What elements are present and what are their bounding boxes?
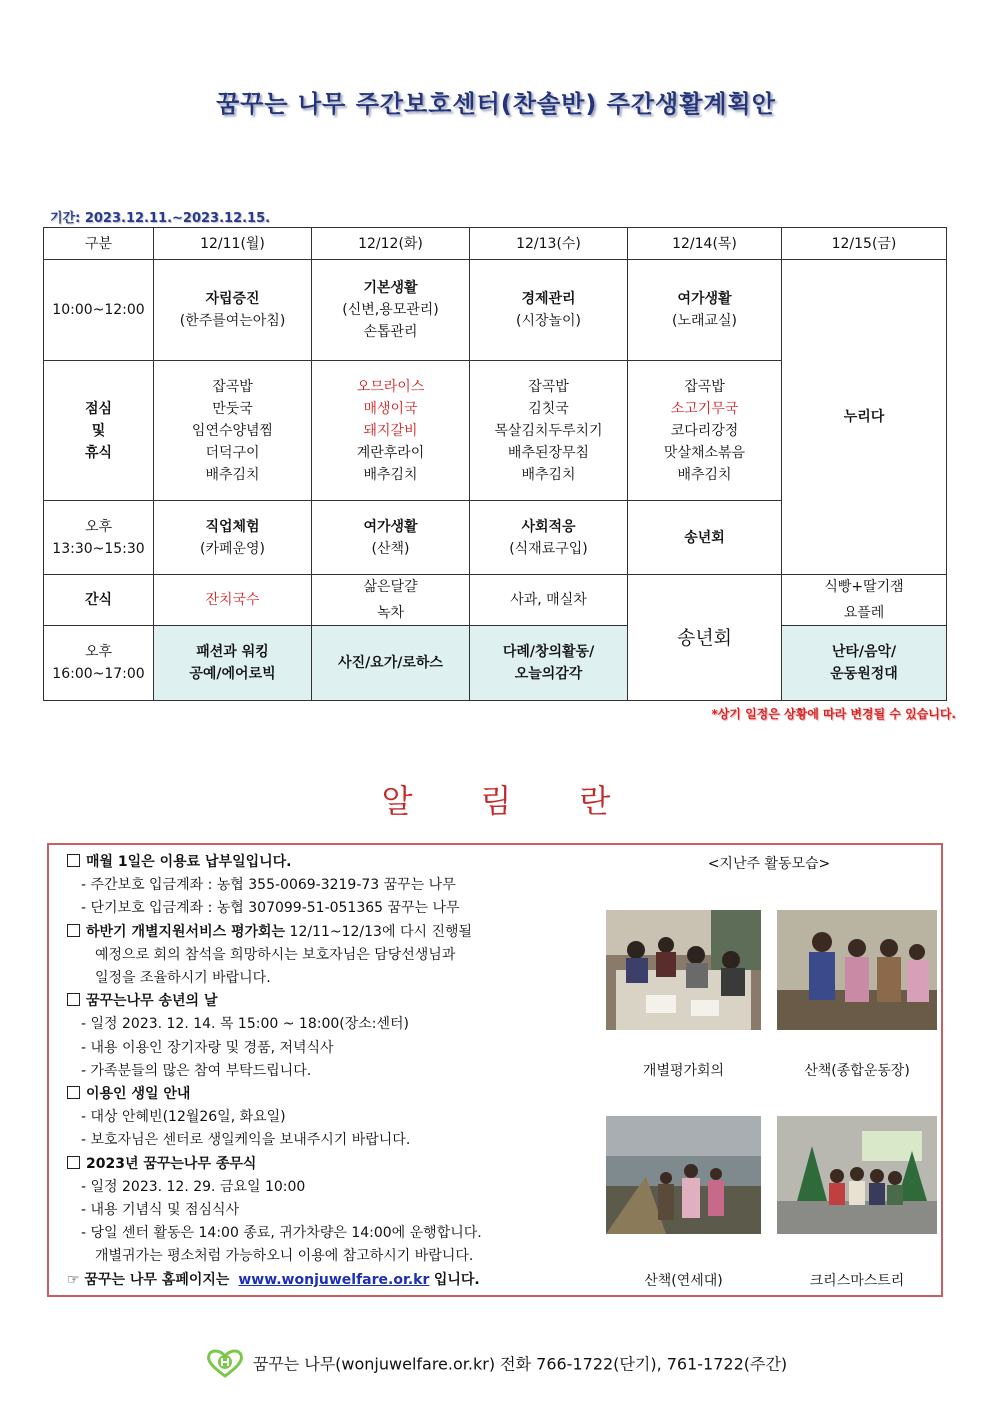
heart-logo-icon bbox=[205, 1348, 245, 1382]
cell-tue-pm2: 사진/요가/로하스 bbox=[312, 626, 470, 701]
snack-label: 간식 bbox=[44, 575, 154, 626]
snack-tue: 삶은달걀 녹차 bbox=[312, 575, 470, 626]
header-cell: 12/11(월) bbox=[154, 228, 312, 260]
afternoon2-row bbox=[44, 626, 947, 701]
photo-walk-yonsei bbox=[606, 1116, 761, 1234]
cell-wed-pm2: 다례/창의활동/ 오늘의감각 bbox=[470, 626, 628, 701]
header-cell: 12/14(목) bbox=[628, 228, 782, 260]
caption-evaluation: 개별평가회의 bbox=[642, 1063, 725, 1079]
footer bbox=[0, 1348, 992, 1382]
time-label: 오후 16:00~17:00 bbox=[44, 626, 154, 701]
schedule-note: *상기 일정은 상황에 따라 변경될 수 있습니다. bbox=[711, 707, 956, 721]
checkbox-icon bbox=[67, 993, 80, 1006]
cell-thu-pm1: 송년회 bbox=[628, 501, 782, 575]
cell-thu-am: 여가생활 (노래교실) bbox=[628, 260, 782, 361]
notice-line: - 가족분들의 많은 참여 부탁드립니다. bbox=[81, 1062, 312, 1079]
notice-line: - 대상 안혜빈(12월26일, 화요일) bbox=[81, 1109, 286, 1126]
time-label: 10:00~12:00 bbox=[44, 260, 154, 361]
cell-mon-am: 자립증진 (한주를여는아침) bbox=[154, 260, 312, 361]
photo-christmas-tree bbox=[777, 1116, 937, 1234]
notice-line: 일정을 조율하시기 바랍니다. bbox=[95, 970, 271, 987]
header-cell: 12/12(화) bbox=[312, 228, 470, 260]
photo-evaluation bbox=[606, 910, 761, 1030]
notice-list bbox=[67, 851, 627, 1292]
notice-line: 하반기 개별지원서비스 평가회는 12/11~12/13에 다시 진행될 bbox=[67, 921, 627, 944]
caption-walk-stadium: 산책(종합운동장) bbox=[804, 1063, 910, 1079]
notice-box bbox=[47, 843, 943, 1297]
header-cell: 12/13(수) bbox=[470, 228, 628, 260]
cell-thu-party: 송년회 bbox=[628, 575, 782, 701]
period-label: 기간: 2023.12.11.~2023.12.15. bbox=[50, 211, 271, 226]
notice-line: 매월 1일은 이용료 납부일입니다. bbox=[67, 851, 627, 874]
time-label: 오후 13:30~15:30 bbox=[44, 501, 154, 575]
cell-mon-pm2: 패션과 워킹 공예/에어로빅 bbox=[154, 626, 312, 701]
homepage-link[interactable]: www.wonjuwelfare.or.kr bbox=[238, 1271, 430, 1288]
snack-fri: 식빵+딸기잼 요플레 bbox=[782, 575, 947, 626]
cell-tue-pm1: 여가생활 (산책) bbox=[312, 501, 470, 575]
snack-row bbox=[44, 575, 947, 626]
menu-thu: 잡곡밥 소고기무국 코다리강정 맛살채소볶음 배추김치 bbox=[628, 361, 782, 501]
snack-wed: 사과, 매실차 bbox=[470, 575, 628, 626]
checkbox-icon bbox=[67, 924, 80, 937]
cell-tue-am: 기본생활 (신변,용모관리) 손톱관리 bbox=[312, 260, 470, 361]
notice-line: 개별귀가는 평소처럼 가능하오니 이용에 참고하시기 바랍니다. bbox=[95, 1248, 474, 1265]
checkbox-icon bbox=[67, 854, 80, 867]
caption-walk-yonsei: 산책(연세대) bbox=[644, 1273, 723, 1289]
cell-wed-am: 경제관리 (시장놀이) bbox=[470, 260, 628, 361]
cell-fri-nurida: 누리다 bbox=[782, 260, 947, 575]
schedule-table bbox=[43, 227, 947, 701]
notice-line: - 내용 이용인 장기자랑 및 경품, 저녁식사 bbox=[81, 1039, 334, 1056]
notice-line: 예정으로 회의 참석을 희망하시는 보호자님은 담당선생님과 bbox=[95, 946, 456, 963]
homepage-line: ☞ 꿈꾸는 나무 홈페이지는 www.wonjuwelfare.or.kr 입니다. bbox=[67, 1271, 480, 1288]
footer-text: 꿈꾸는 나무(wonjuwelfare.or.kr) 전화 766-1722(단기), 761-1722(주간) bbox=[252, 1354, 788, 1374]
checkbox-icon bbox=[67, 1156, 80, 1169]
notice-line: - 내용 기념식 및 점심식사 bbox=[81, 1202, 240, 1219]
header-cell: 12/15(금) bbox=[782, 228, 947, 260]
cell-mon-pm1: 직업체험 (카페운영) bbox=[154, 501, 312, 575]
checkbox-icon bbox=[67, 1086, 80, 1099]
snack-mon: 잔치국수 bbox=[154, 575, 312, 626]
notice-line: - 일정 2023. 12. 29. 금요일 10:00 bbox=[81, 1178, 306, 1195]
notice-title: 알 림 란 bbox=[381, 782, 611, 820]
header-row bbox=[44, 228, 947, 260]
header-cell: 구분 bbox=[44, 228, 154, 260]
notice-line: - 당일 센터 활동은 14:00 종료, 귀가차량은 14:00에 운행합니다. bbox=[81, 1225, 482, 1242]
menu-wed: 잡곡밥 김칫국 목살김치두루치기 배추된장무침 배추김치 bbox=[470, 361, 628, 501]
caption-christmas-tree: 크리스마스트리 bbox=[809, 1273, 905, 1289]
notice-line: 이용인 생일 안내 bbox=[67, 1083, 627, 1106]
notice-line: - 주간보호 입금계좌 : 농협 355-0069-3219-73 꿈꾸는 나무 bbox=[81, 877, 456, 894]
notice-line: - 일정 2023. 12. 14. 목 15:00 ~ 18:00(장소:센터) bbox=[81, 1016, 409, 1033]
page-title: 꿈꾸는 나무 주간보호센터(찬솔반) 주간생활계획안 bbox=[216, 90, 776, 118]
photos-title: <지난주 활동모습> bbox=[707, 856, 831, 872]
notice-line: 2023년 꿈꾸는나무 종무식 bbox=[67, 1153, 627, 1176]
cell-fri-pm2: 난타/음악/ 운동원정대 bbox=[782, 626, 947, 701]
photo-walk-stadium bbox=[777, 910, 937, 1030]
notice-line: - 단기보호 입금계좌 : 농협 307099-51-051365 꿈꾸는 나무 bbox=[81, 900, 460, 917]
notice-line: 꿈꾸는나무 송년의 날 bbox=[67, 990, 627, 1013]
morning-row bbox=[44, 260, 947, 361]
lunch-label: 점심 및 휴식 bbox=[44, 361, 154, 501]
menu-tue: 오므라이스 매생이국 돼지갈비 계란후라이 배추김치 bbox=[312, 361, 470, 501]
notice-line: - 보호자님은 센터로 생일케익을 보내주시기 바랍니다. bbox=[81, 1132, 411, 1149]
menu-mon: 잡곡밥 만둣국 임연수양념찜 더덕구이 배추김치 bbox=[154, 361, 312, 501]
cell-wed-pm1: 사회적응 (식재료구입) bbox=[470, 501, 628, 575]
